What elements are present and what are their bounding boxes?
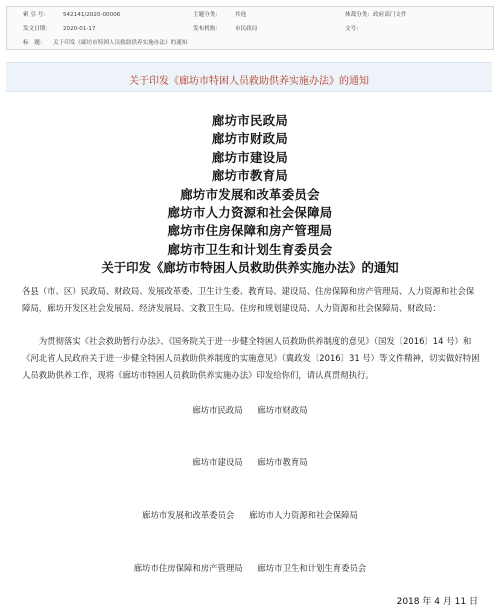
title-banner — [6, 62, 492, 92]
signature-agency: 廊坊市民政局 — [192, 405, 243, 415]
issuing-agencies — [0, 112, 500, 277]
signature-agency: 廊坊市建设局 — [192, 457, 243, 467]
genre-value: 政府部门文件 — [373, 12, 407, 18]
signature-agency: 廊坊市发展和改革委员会 — [142, 510, 235, 520]
addressee-text: 各县（市、区）民政局、财政局、发展改革委、卫生计生委、教育局、建设局、住房保障和房产管理局、人力资源和社会保障局，廊坊开发区社会发展局、经济发展局、文教卫生局、住房和规划建设局、人力资源和社会保障局、财政局： — [22, 286, 475, 313]
agency-label: 发布机构： — [193, 26, 221, 32]
topic-value: 其他 — [235, 12, 247, 18]
banner-title: 关于印发《廊坊市特困人员救助供养实施办法》的通知 — [129, 76, 369, 87]
document-title: 关于印发《廊坊市特困人员救助供养实施办法》的通知 — [101, 260, 399, 276]
docno-label: 文号： — [345, 26, 362, 32]
index-label: 索 引 号： — [23, 12, 49, 18]
document-date: 2018 年 4 月 11 日 — [396, 597, 478, 607]
signature-agency: 廊坊市住房保障和房产管理局 — [133, 563, 243, 573]
body-paragraph: 为贯彻落实《社会救助暂行办法》、《国务院关于进一步健全特困人员救助供养制度的意见》（国发〔2016〕14 号）和《河北省人民政府关于进一步健全特困人员救助供养制度的实施意见》（冀政发〔2016〕31 号）等文件精神，切实做好特困人员救助供养工作，现将《廊坊市特困人员救助供养实施办法》印发给你们，请认真贯彻执行。 — [22, 336, 480, 380]
metadata-row-3 — [7, 36, 493, 50]
metadata-row-1 — [7, 8, 493, 22]
signature-agency: 廊坊市人力资源和社会保障局 — [248, 510, 358, 520]
signature-row — [0, 456, 500, 468]
issuer-line: 廊坊市教育局 — [211, 168, 289, 184]
issuer-line: 廊坊市住房保障和房产管理局 — [167, 223, 333, 239]
signature-row — [0, 404, 500, 416]
issuer-line: 廊坊市卫生和计划生育委员会 — [167, 241, 333, 257]
agency-value: 市民政局 — [235, 26, 258, 32]
document-metadata-panel — [6, 6, 494, 50]
issuer-line: 廊坊市民政局 — [211, 113, 289, 128]
signature-agency: 廊坊市财政局 — [257, 405, 308, 415]
topic-label: 主题分类： — [193, 12, 221, 18]
genre-label: 体裁分类： — [345, 12, 373, 18]
issuer-line: 廊坊市建设局 — [211, 149, 289, 165]
issuer-line: 廊坊市财政局 — [211, 131, 289, 147]
issuer-line: 廊坊市发展和改革委员会 — [180, 186, 320, 202]
index-value: 542141/2020-00006 — [63, 12, 121, 18]
date-value: 2020-01-17 — [63, 26, 96, 32]
title-value: 关于印发《廊坊市特困人员救助供养实施办法》的通知 — [53, 40, 188, 46]
issuer-line: 廊坊市人力资源和社会保障局 — [167, 205, 333, 221]
signature-row — [0, 562, 500, 574]
metadata-row-2 — [7, 22, 493, 36]
title-label: 标 题： — [23, 40, 46, 46]
date-label: 发文日期： — [23, 26, 51, 32]
signature-agency: 廊坊市教育局 — [257, 457, 308, 467]
signature-row — [0, 509, 500, 521]
signature-agency: 廊坊市卫生和计划生育委员会 — [257, 563, 367, 573]
